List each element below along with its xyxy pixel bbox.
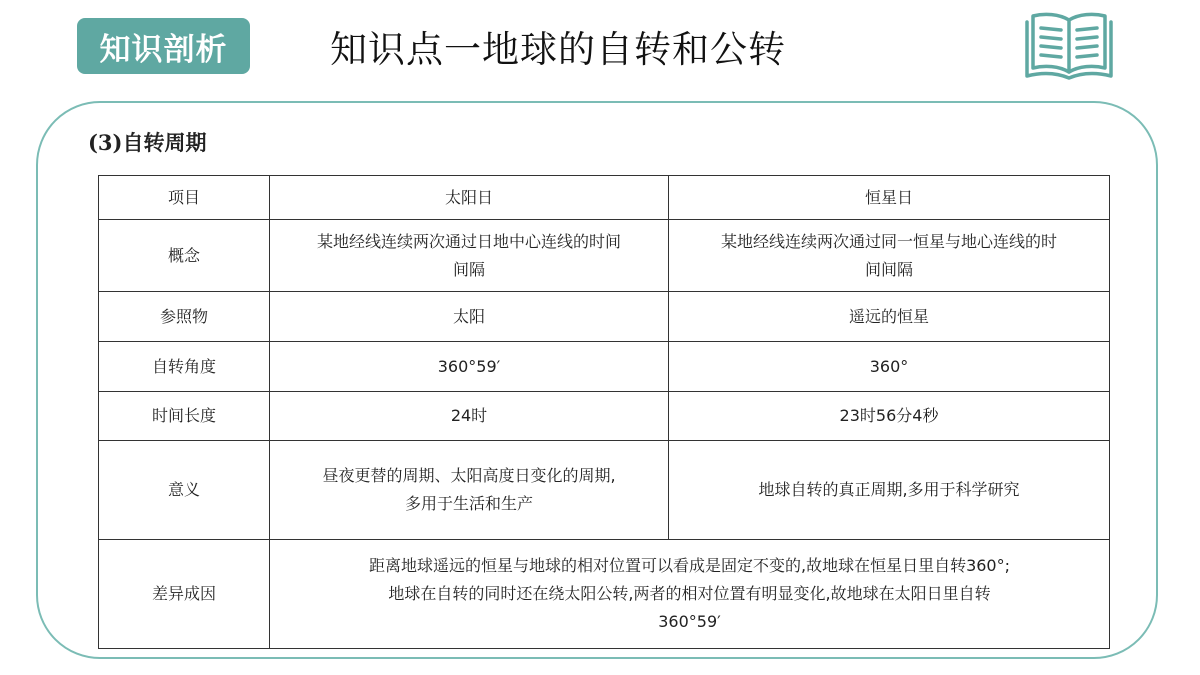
table-row — [99, 540, 1110, 649]
duration-sidereal: 23时56分4秒 — [669, 392, 1110, 441]
section-subtitle: (3)自转周期 — [88, 130, 207, 155]
cell-line: 多用于生活和生产 — [404, 494, 533, 513]
cell-line: 某地经线连续两次通过日地中心连线的时间 — [316, 231, 621, 251]
reference-sidereal: 遥远的恒星 — [669, 292, 1110, 342]
row-label-duration: 时间长度 — [99, 392, 270, 441]
table-row — [99, 342, 1110, 392]
cell-line: 距离地球遥远的恒星与地球的相对位置可以看成是固定不变的,故地球在恒星日里自转360°; — [368, 556, 1011, 575]
section-badge: 知识剖析 — [77, 18, 250, 74]
cell-line: 间隔 — [452, 259, 485, 279]
cell-line: 360°59′ — [658, 612, 721, 631]
table-row — [99, 292, 1110, 342]
row-label-difference: 差异成因 — [99, 540, 270, 649]
table-header-row — [99, 176, 1110, 220]
page-title: 知识点一地球的自转和公转 — [330, 28, 786, 71]
row-label-reference: 参照物 — [99, 292, 270, 342]
open-book-icon — [1023, 8, 1115, 82]
rotation-period-table — [98, 175, 1110, 649]
concept-sidereal — [669, 220, 1110, 292]
cell-line: 地球在自转的同时还在绕太阳公转,两者的相对位置有明显变化,故地球在太阳日里自转 — [388, 584, 991, 603]
table-row — [99, 441, 1110, 540]
duration-solar: 24时 — [270, 392, 669, 441]
angle-sidereal: 360° — [669, 342, 1110, 392]
cell-line: 间间隔 — [864, 259, 913, 279]
header-solar-day: 太阳日 — [270, 176, 669, 220]
row-label-concept: 概念 — [99, 220, 270, 292]
reference-solar: 太阳 — [270, 292, 669, 342]
cell-line: 昼夜更替的周期、太阳高度日变化的周期, — [322, 466, 616, 485]
angle-solar: 360°59′ — [270, 342, 669, 392]
header-item: 项目 — [99, 176, 270, 220]
table-row — [99, 392, 1110, 441]
cell-line: 某地经线连续两次通过同一恒星与地心连线的时 — [720, 231, 1057, 251]
difference-explanation — [270, 540, 1110, 649]
row-label-angle: 自转角度 — [99, 342, 270, 392]
header-sidereal-day: 恒星日 — [669, 176, 1110, 220]
concept-solar — [270, 220, 669, 292]
significance-solar — [270, 441, 669, 540]
significance-sidereal: 地球自转的真正周期,多用于科学研究 — [669, 441, 1110, 540]
row-label-significance: 意义 — [99, 441, 270, 540]
table-row — [99, 220, 1110, 292]
